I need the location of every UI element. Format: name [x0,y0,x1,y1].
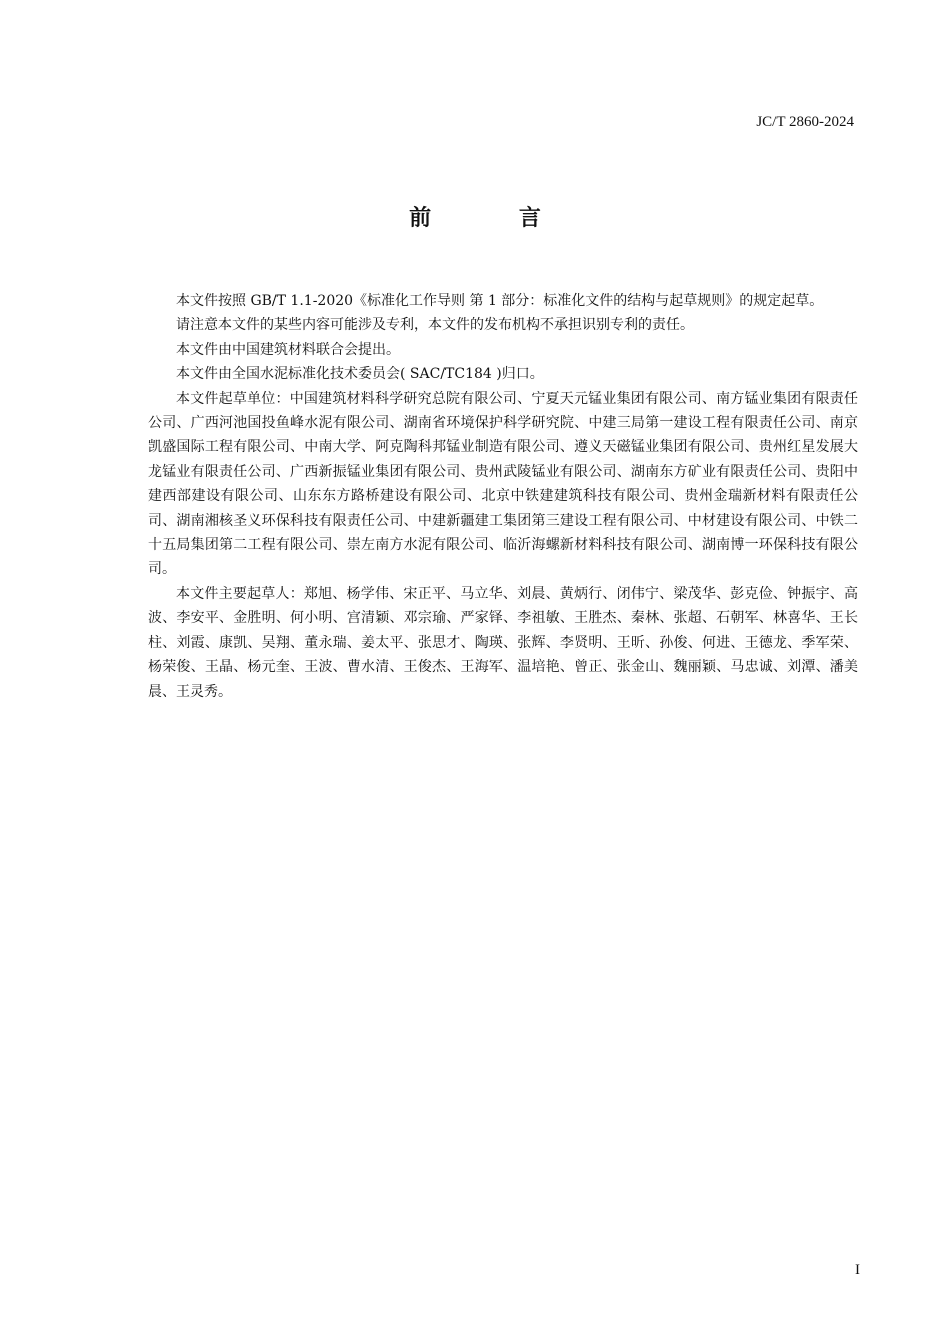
page-number: I [855,1262,860,1278]
foreword-body [148,289,858,704]
paragraph-technical-committee: 本文件由全国水泥标准化技术委员会( SAC/TC184 )归口。 [176,366,544,383]
paragraph-proposer: 本文件由中国建筑材料联合会提出。 [176,341,400,358]
paragraph-drafting-rules: 本文件按照 GB/T 1.1-2020《标准化工作导则 第 1 部分：标准化文件的结构与起草规则》的规定起草。 [176,293,824,309]
document-code: JC/T 2860-2024 [756,114,854,130]
page-title: 前 言 [409,206,581,231]
paragraph-patent-notice: 请注意本文件的某些内容可能涉及专利，本文件的发布机构不承担识别专利的责任。 [176,317,694,334]
paragraph-main-drafters: 本文件主要起草人：郑旭、杨学伟、宋正平、马立华、刘晨、黄炳行、闭伟宁、梁茂华、彭克俭、钟振宇、高波、李安平、金胜明、何小明、宫清颖、邓宗瑜、严家铎、李祖敏、王胜杰、秦林、张超、石朝军、林喜华、王长柱、刘霞、康凯、吴翔、董永瑞、姜太平、张思才、陶瑛、张辉、李贤明、王昕、孙俊、何进、王德龙、季军荣、杨荣俊、王晶、杨元奎、王波、曹水清、王俊杰、王海军、温培艳、曾正、张金山、魏丽颖、马忠诚、刘潭、潘美晨、王灵秀。 [148,585,858,700]
paragraph-drafting-units: 本文件起草单位：中国建筑材料科学研究总院有限公司、宁夏天元锰业集团有限公司、南方锰业集团有限责任公司、广西河池国投鱼峰水泥有限公司、湖南省环境保护科学研究院、中建三局第一建设工程有限责任公司、南京凯盛国际工程有限公司、中南大学、阿克陶科邦锰业制造有限公司、遵义天磁锰业集团有限公司、贵州红星发展大龙锰业有限责任公司、广西新振锰业集团有限公司、贵州武陵锰业有限公司、湖南东方矿业有限责任公司、贵阳中建西部建设有限公司、山东东方路桥建设有限公司、北京中铁建建筑科技有限公司、贵州金瑞新材料有限责任公司、湖南湘核圣义环保科技有限责任公司、中建新疆建工集团第三建设工程有限公司、中材建设有限公司、中铁二十五局集团第二工程有限公司、崇左南方水泥有限公司、临沂海螺新材料科技有限公司、湖南博一环保科技有限公司。 [148,390,858,578]
